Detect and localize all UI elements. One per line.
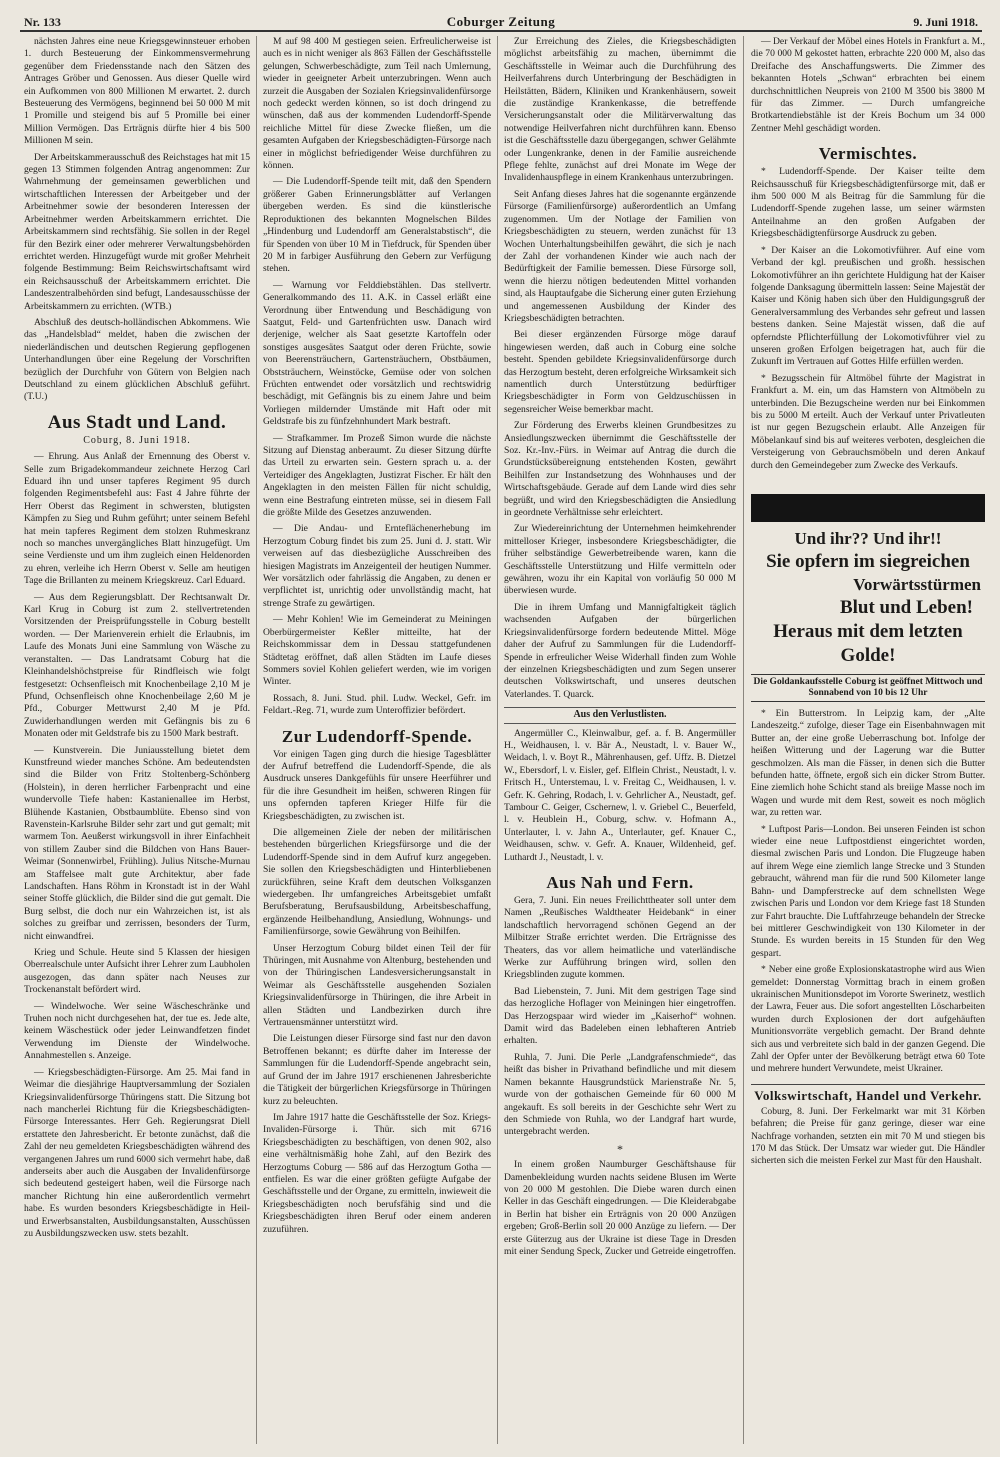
article-paragraph: * Neber eine große Explosionskatastrophe wird aus Wien gemeldet: Donnerstag Vormittag brach in einem großen ukrainischen Munitionsdepot im Vororte Swerinetz, westlich der Lawra, Feuer aus. Die sofort angestellten Löscharbeiten wurden durch Explosionen der dort aufgehäuften Munitionsvorräte vergeblich gemacht. Der Brand dehnte sich aus und verbreitete sich bald in der ganzen Gegend. Die Zahl der Opfer unter der Bevölkerung beträgt etwa 60 Tote und mehrere hundert Verwundete, meist Ukrainer. (751, 964, 985, 1075)
article-paragraph: Zur Wiedereinrichtung der Unternehmen heimkehrender mittelloser Krieger, insbesondere Kriegsbeschädigter, die früher selbständige Gewerbetreibende waren, kann die Geschäftsstelle Unterstützung und Hilfe vermitteln oder gewähren, wozu ihr ein Kapital von vorläufig 50 000 M überwiesen wurde. (504, 523, 736, 597)
gold-appeal-line-2: Sie opfern im siegreichen (766, 551, 970, 572)
article-paragraph: Der Arbeitskammerausschuß des Reichstages hat mit 15 gegen 13 Stimmen folgenden Antrag angenommen: Zur Wahrnehmung der gemeinsamen gewerblichen und wirtschaftlichen Interessen der Arbeitgeber und der Arbeitnehmer sowie der besonderen Interessen der Arbeitnehmer werden Arbeitskammern errichtet. Die Arbeitskammern sind rechtsfähig. Sie sollen in der Regel für den Bezirk einer oder mehrerer Verwaltungsbehörden errichtet werden. Hinzugefügt wurde mit großer Mehrheit folgende Bestimmung: Beim Reichswirtschaftsamt wird ein Reichsausschuß der Arbeitskammern errichtet. Die Landeszentralbehörden sind befugt, Landesausschüsse der Arbeitskammern zu errichten. (WTB.) (24, 151, 250, 312)
issue-number: Nr. 133 (24, 15, 61, 29)
column-1 (24, 36, 250, 1444)
article-paragraph: Bei dieser ergänzenden Fürsorge möge darauf hingewiesen werden, daß auch in Coburg eine solche besteht. Spenden gebildete Kriegsinvalidenfürsorge durch das Herzogtum besteht, deren erfolgreiche Wirksamkeit sich namentlich durch Unterstützung bedürftiger Kriegsbeschädigter in Form von Geldzuschüssen in segensreicher Weise bemerkbar macht. (504, 329, 736, 415)
column-rule (497, 36, 498, 1444)
article-paragraph: — Warnung vor Felddiebstählen. Das stellvertr. Generalkommando des 11. A.K. in Cassel erläßt eine Verordnung über Entwendung und Beschädigung von Saatgut, Feld- und Gartenfrüchten usw. Danach wird derjenige, welcher als Saat gesetzte Kartoffeln oder sonstiges ausgesätes Saatgut oder deren Früchte, sowie von Beerensträuchern, Gartensträuchern, Obstbäumen, Obststräuchern, Weinstöcke, Gemüse oder von solchen Früchten entwendet oder vorsätzlich und rechtswidrig beschädigt, mit Gefängnis bis zu einem Jahre und beim Vorliegen mildernder Umstände mit Haft oder mit Geldstrafe bis zu fünfzehnhundert Mark bestraft. (263, 279, 491, 428)
article-paragraph: Bad Liebenstein, 7. Juni. Mit dem gestrigen Tage sind das herzogliche Hoflager von Meiningen hier eingetroffen. Das Herzogspaar wird wieder im „Kaiserhof“ wohnen. Damit wird das Badeleben einen lebhafteren Antrieb erhalten. (504, 985, 736, 1047)
article-paragraph: — Die Andau- und Ernteflächenerhebung im Herzogtum Coburg findet bis zum 25. Juni d. J. statt. Wir verweisen auf das diesbezügliche Ausschreiben des hiesigen Magistrats im Anzeigenteil der heutigen Nummer. Wer vorsätzlich oder fahrlässig die Angaben, zu denen er verpflichtet ist, unrichtig oder unvollständig macht, hat strenge Strafe zu gewärtigen. (263, 523, 491, 609)
gold-appeal-line-3: Vorwärtsstürmen (853, 575, 981, 594)
article-paragraph: nächsten Jahres eine neue Kriegsgewinnsteuer erhoben 1. durch Besteuerung der Einkommensvermehrung gegenüber dem Friedensstande nach den Sätzen des Antrages Gröber und Genossen. Aus dieser Quelle wird ein Aufkommen von 800 Millionen M erwartet. 2. durch Besteuerung des Vermögens, beginnend bei 50 000 M mit 1 Promille und steigend bis auf 5 Promille bei einer Million Vermögen. Das Erträgnis dürfte hier 4 bis 500 Millionen M sein. (24, 36, 250, 147)
article-paragraph: Unser Herzogtum Coburg bildet einen Teil der für Thüringen, mit Ausnahme von Altenburg, bestehenden und von der Thüringischen Landesversicherungsanstalt in Weimar als Geschäftsstelle ausgehenden Sozialen Kriegsinvalidenfürsorge in Thüringen, die ihre Arbeit in allen Städten und Landbezirken durch ihre Vertrauensmänner unterstützt wird. (263, 942, 491, 1029)
issue-date: 9. Juni 1918. (913, 15, 978, 29)
casualty-list-heading: Aus den Verlustlisten. (504, 707, 736, 723)
article-paragraph: Krieg und Schule. Heute sind 5 Klassen der hiesigen Oberrealschule unter Aufsicht ihrer Lehrer zum Laubholen ausgezogen, das dann später nach Neuses zur Trockenanstalt befördert wird. (24, 947, 250, 996)
section-heading-ludendorff: Zur Ludendorff-Spende. (281, 726, 473, 746)
article-paragraph: Gera, 7. Juni. Ein neues Freilichttheater soll unter dem Namen „Reußisches Waldtheater Heidebank“ in einer landschaftlich hervorragend schönen Gegend an der Milbitzer Straße errichtet werden. Die Erträgnisse des Theaters, das vor allem heimatliche und vaterländische Werke zur Aufführung bringen wird, sollen den Kriegsblinden zugute kommen. (504, 895, 736, 981)
article-paragraph: — Ehrung. Aus Anlaß der Ernennung des Oberst v. Selle zum Brigadekommandeur zeichnete Herzog Carl Eduard ihn und unser tapferes Regiment 95 durch folgenden Regimentsbefehl aus: Fast 4 Jahre führte der Herr Oberst das Regiment in schwersten, blutigsten Kämpfen zu Sieg und Ruhm geführt; unter seinem Befehl hat mein tapferes Regiment dem stolzen Ruhmeskranz noch so manches unvergängliches Blatt hinzugefügt. Um seine Verdienste und um ihm zugleich einen Heldenorden zu ehren, verleihe ich Herrn Oberst v. Selle am heutigen Tage die Brillanten zu meinem Kriegskreuz. Carl Eduard. (24, 451, 250, 587)
gold-appeal-line-1: Und ihr?? Und ihr!! (794, 529, 942, 548)
column-rule (743, 36, 744, 1444)
article-paragraph: Die allgemeinen Ziele der neben der militärischen bestehenden bürgerlichen Kriegsfürsorge und die der Ludendorff-Spende sind in dem Aufruf kurz angegeben. Sie sollen den Kriegsbeschädigten und Hinterbliebenen zurückführen, seine Kraft dem deutschen Volksganzen wiedergeben. Ihr umfangreiches Arbeitsgebiet umfaßt Berufsberatung, Berufsausbildung, Arbeitsbeschaffung, ergänzende Heilbehandlung, Ansiedlung, Wohnungs- und Familienfürsorge, sowie Gewährung von Beihilfen. (263, 826, 491, 938)
article-paragraph: Zur Förderung des Erwerbs kleinen Grundbesitzes zu Ansiedlungszwecken übernimmt die Geschäftsstelle der Soz. Kr.-Inv.-Fürs. in Weimar auf Antrag die durch die Grundstücksübereignung entstehenden Kosten, gewährt Beihilfen zur Instandsetzung des Wohnhauses und der Wirtschaftsgebäude. Gerade auf dem Lande wird dies sehr begrüßt, und wird den Kriegsbeschädigten die Ansiedlung in geordnete Verhältnisse sehr erleichtert. (504, 420, 736, 519)
page-header (20, 14, 982, 32)
column-4 (751, 36, 985, 1444)
article-paragraph: Die Leistungen dieser Fürsorge sind fast nur den davon Betroffenen bekannt; es dürfte daher im Interesse der Sammlungen für die Ludendorff-Spende angebracht sein, auf Grund der im Jahre 1917 erschienenen Jahresberichte die Tätigkeit der bürgerlichen Kriegsfürsorge in Thüringen kurz zu beleuchten. (263, 1033, 491, 1107)
article-paragraph: Ruhla, 7. Juni. Die Perle „Landgrafenschmiede“, das heißt das bisher in Privathand befindliche und mit diesem Namen bekannte Hausgrundstück Marienstraße Nr. 5, wurde von der gothaischen Gemeinde für 60 000 M angekauft. Es soll bereits in der Geschichte sehr Wert zu den Schmiede von Ruhla, wo der Landgraf hart wurde, untergebracht werden. (504, 1051, 736, 1138)
column-2 (263, 36, 491, 1444)
article-paragraph: * Luftpost Paris—London. Bei unseren Feinden ist schon wieder eine neue Luftpostdienst eingerichtet worden, diesmal zwischen Paris und London. Die Flugzeuge haben auf ihrem Wege eine ziemlich lange Strecke und 3 Stunden gebraucht, während man für die rund 500 Kilometer lange Bahn- und Dampferstrecke auf dem schnellsten Wege zwischen Paris und London vor dem Kriege fast 18 Stunden zur Fahrt brauchte. Die Luftfahrzeuge behandeln der Strecke bei mittlerer Geschwindigkeit von 130 Kilometer in der Stunde. Es wurden bereits in 15 Stunden für den Weg gespart. (751, 823, 985, 959)
article-paragraph: Die in ihrem Umfang und Mannigfaltigkeit täglich wachsenden Aufgaben der bürgerlichen Kriegsinvalidenfürsorge fordern bedeutende Mittel. Möge daher der Aufruf zu Sammlungen für die Ludendorff-Spende in erfreulicher Weise Widerhall finden zum Wohle der einzelnen Kriegsbeschädigten und zum Segen unserer deutschen Volkswirtschaft, und unseres deutschen Vaterlandes. T. Quarck. (504, 601, 736, 700)
section-heading-economy: Volkswirtschaft, Handel und Verkehr. (751, 1084, 985, 1104)
section-heading-local-news: Aus Stadt und Land. (47, 411, 227, 433)
article-paragraph: Abschluß des deutsch-holländischen Abkommens. Wie das „Handelsblad“ meldet, haben die zwischen der niederländischen und deutschen Regierung gepflogenen Unterhandlungen über eine Regelung der Vorschriften bezüglich der Durchfuhr von Gütern von Belgien nach Deutschland zu einem glücklichen Abschluß geführt. (T.U.) (24, 316, 250, 403)
article-paragraph: Zur Erreichung des Zieles, die Kriegsbeschädigten möglichst arbeitsfähig zu machen, übernimmt die Geschäftsstelle in Weimar auch die Durchführung des Heilverfahrens durch Unterbringung der Beschädigten in Heilstätten, Bädern, Kliniken und Krankenhäusern, soweit die zuständige Krankenkasse, die betreffende Versicherungsanstalt oder die Militärverwaltung das notwendige Heilverfahren nicht durchführen kann. Ebenso ist die Geschäftsstelle dazu übergegangen, schwer Gelähmte oder Lungenkranke, denen in der Familie ausreichende Pflege fehlte, zunächst auf drei Monate im Wege der Invalidenhauspflege in einem Krankenhaus unterzubringen. (504, 36, 736, 184)
article-paragraph: * Ludendorff-Spende. Der Kaiser teilte dem Reichsausschuß für Kriegsbeschädigtenfürsorge mit, daß er ihm 500 000 M als Beitrag für die Sammlung für die Ludendorff-Spende zugehen lasse, um seiner wärmsten Anteilnahme an den großen Aufgaben der Kriegsbeschädigtenfürsorge Ausdruck zu geben. (751, 166, 985, 240)
article-paragraph: — Aus dem Regierungsblatt. Der Rechtsanwalt Dr. Karl Krug in Coburg ist zum 2. stellvertretenden Vorsitzenden der Preisprüfungsstelle in Coburg bestellt worden. — Der Marienverein erhielt die Erlaubnis, im Laufe des Monats Juni eine Sammlung von Wäsche zu veranstalten. — Das Landratsamt Coburg hat die Kleinhandelshöchstpreise für Rindfleisch wie folgt festgesetzt: Ochsenfleisch mit Knochenbeilage 2,10 M je Pfund, Ochsenfleisch ohne Knochenbeilage 2,60 M je Pfd., Coburger Mettwurst 2,40 M je Pfd. Zuwiderhandlungen werden mit Gefängnis bis zu 6 Monaten oder mit Geldstrafe bis zu 1500 Mark bestraft. (24, 591, 250, 740)
article-paragraph: — Mehr Kohlen! Wie im Gemeinderat zu Meiningen Oberbürgermeister Keßler mitteilte, hat der Reichskommissar dem in Dessau stattgefundenen Städtetag eröffnet, daß allen Städten im Laufe dieses Sommers soviel Kohlen geliefert werden, wie im vorigen Winter. (263, 614, 491, 688)
casualty-list: Angermüller C., Kleinwalbur, gef. a. f. B. Angermüller H., Weidhausen, l. v. Bär A., Neustadt, l. v. Bauer W., Weidach, l. v. Boyt R., Mährenhausen, gef. Uffz. B. Dietzel W., Ebersdorf, l. v. Eisler, gef. Elflein Christ., Neustadt, l. v. Fritsch H., Unterstemau, l. v. Freitag C., Weidhausen, l. v. Gefr. K. Gehring, Rodach, l. v. Gehrlicher A., Neustadt, gef. Tambour C. Geiger, Cschernew, l. v. Griebel C., Beuerfeld, l. v. Heublein H., Coburg, schw. v. Hofmann A., Unterlauter, l. v. Jahn A., Unterlauter, gef. Knauer C., Weidhausen, schw. v. Gefr. A. Knauer, Wildenheid, gef. Luthardt J., Neustadt, l. v. (504, 727, 736, 863)
article-paragraph: — Kunstverein. Die Juniausstellung bietet dem Kunstfreund wieder manches Schöne. Am bedeutendsten sind die Bilder von Fritz Stoltenberg-Schönberg (Holstein), in deren herrlicher Farbenpracht und eine wundervolle Tiefe haben: Kastanienallee im Herbst, Blühende Kastanien, Obstbaumblüte. Ebenso sind von Ravenstein-Karlsruhe Bilder sehr zart und gut gemalt; mit warmem Ton. Aeußerst wirkungsvoll in ihrer Einfachheit von stillem Zauber sind die Bildchen von Hans Bauer-Weimar (Sonnenwirbel, Frühling). Julius Nitsche-Murnau am Staffelsee malt gute Architektur, aber fade Landschaften. Hans Röhm in Kronstadt ist in der Wahl seiner Stoffe glücklich, die Bilder sind die gut gemalt. Die Burg selbst, die doch nur ein Wahrzeichen ist, ist als solches zu greifbar und zerrissen, besonders der Turm, nicht einwandfrei. (24, 744, 250, 942)
article-paragraph: Coburg, 8. Juni. Der Ferkelmarkt war mit 31 Körben befahren; die Preise für ganz geringe, dieser war eine Nachfrage vorhanden, setzten ein mit 70 M und stiegen bis 170 M das Stück. Der Umsatz war wieder gut. Die Händler sicherten sich die meisten Ferkel zur Mast für den Haushalt. (751, 1105, 985, 1167)
article-paragraph: Rossach, 8. Juni. Stud. phil. Ludw. Weckel, Gefr. im Feldart.-Reg. 71, wurde zum Unteroffizier befördert. (263, 692, 491, 717)
column-3 (504, 36, 736, 1444)
advertisement-black-bar (751, 494, 985, 522)
article-paragraph: Seit Anfang dieses Jahres hat die sogenannte ergänzende Fürsorge (Familienfürsorge) außerordentlich an Umfang zugenommen. Um der Notlage der Familien von Kriegsbeschädigten zu steuern, werden zunächst für 13 Wochen Unterhaltungsbeihilfen gewährt, die sich je nach der Zahl der vorhandenen Kinder wie auch nach der Bedürftigkeit der Familie bemessen. Diese Fürsorge soll, wenn die hierzu nötigen bedeutenden Mittel vorhanden sind, als Hauptaufgabe die Sicherung einer guten Erziehung und angemessenen Ausbildung der Kinder des Kriegsbeschädigten betrachten. (504, 188, 736, 324)
article-paragraph: Im Jahre 1917 hatte die Geschäftsstelle der Soz. Kriegs-Invaliden-Fürsorge i. Thür. sich mit 6716 Kriegsbeschädigten zu beschäftigen, von denen 902, also eine verhältnismäßig hohe Zahl, auf den Bezirk des Herzogtums Coburg — 586 auf das Herzogtum Gotha — entfielen. Es war die einer größten gefügte Aufgabe der Geschäftsstelle und der Organe, zu ermitteln, inwieweit die Kriegsbeschädigten noch berufsfähig sind und die Kriegsbeschädigten ihren Beruf oder einem anderen zuzuführen. (263, 1111, 491, 1235)
article-paragraph: — Die Ludendorff-Spende teilt mit, daß den Spendern größerer Gaben Erinnerungsblätter auf Verlangen übergeben werden. Es sind die künstlerische Reproduktionen des bekannten Mognelschen Bildes „Hindenburg und Ludendorff am Generalstabstisch“, die für Spenden von über 10 M in Tiefdruck, für Spenden über 20 M in farbiger Ausführung den Gebern zur Verfügung stehen. (263, 176, 491, 275)
section-heading-miscellaneous: Vermischtes. (818, 144, 918, 164)
article-paragraph: In einem großen Naumburger Geschäftshause für Damenbekleidung wurden nachts seidene Blusen im Werte von 20 000 M gestohlen. Die Diebe waren durch einen Keller in das Geschäft eingedrungen. — Die Kleiderabgabe in Berlin hat bisher ein Erträgnis von 20 000 Anzügen ergeben; Groß-Berlin soll 20 000 Anzüge zu liefern. — Der erste Güterzug aus der Ukraine ist diese Tage in Dresden mit einer Sendung Speck, Zucker und Getreide eingetroffen. (504, 1159, 736, 1257)
section-heading-near-far: Aus Nah und Fern. (546, 873, 694, 892)
article-paragraph: M auf 98 400 M gestiegen seien. Erfreulicherweise ist auch es in nicht weniger als 863 Fällen der Geschäftsstelle gelungen, Schwerbeschädigte, zum Teil nach Umlernung, wieder in geeigneter Arbeit unterzubringen. Wenn auch zurzeit die Ausgaben der Sozialen Kriegsinvalidenfürsorge noch gedeckt werden können, so ist doch dringend zu wünschen, daß aus der kommenden Ludendorff-Spende reichliche Mittel für diese Zwecke fließen, um die gesamten Aufgaben der Kriegsbeschädigten-Fürsorge nach einer in möglichst befriedigender Weise durchführen zu können. (263, 36, 491, 172)
article-paragraph: * Bezugsschein für Altmöbel führte der Magistrat in Frankfurt a. M. ein, um das Hamstern von Altmöbeln zu unterbinden. Die Bezugscheine werden nur bei Einkommen bis zu 5000 M erteilt. Auch der Verkauf unter Privatleuten ist nur gegen Bezugschein erlaubt. Alle Anzeigen für Möbelankauf sind bis auf weiteres verboten, desgleichen die Versteigerung von Gebrauchsmöbeln und deren Ankauf durch den Gemeindegeber zum Zwecke des Verkaufs. (751, 372, 985, 471)
article-paragraph: — Windelwoche. Wer seine Wäscheschränke und Truhen noch nicht durchgesehen hat, der tue es. Jede alte, keinem Wäschestück oder jeder Leinwandfetzen findet Verwendung im Dienste der Windelwoche. Annahmestellen s. Anzeige. (24, 1000, 250, 1062)
gold-appeal-line-5: Heraus mit dem letzten Golde! (773, 621, 963, 666)
gold-office-hours: Die Goldankaufsstelle Coburg ist geöffnet Mittwoch und Sonnabend von 10 bis 12 Uhr (751, 674, 985, 702)
column-rule (256, 36, 257, 1444)
article-paragraph: * Ein Butterstrom. In Leipzig kam, der „Alte Landeszeitg.“ zufolge, dieser Tage ein Eisenbahnwagen mit Butter an, der eine große Ueberraschung bot. Infolge der heißen Witterung und der Lagerung war die Butter geschmolzen. Als man die Fässer, in denen sich die Butter befunden hatte, öffnete, ergoß sich ein dicker Strom Butter. Eine ziemlich hohe Schicht stand als breiige Masse noch im Wagen und wurde mit dem Rest, soweit es noch möglich war, zu retten war. (751, 708, 985, 819)
gold-appeal-line-4: Blut und Leben! (839, 597, 973, 618)
article-paragraph: * Der Kaiser an die Lokomotivführer. Auf eine vom Verband der kgl. preußischen und großh. hessischen Lokomotivführer an ihn gerichtete Huldigung hat der Kaiser folgende Danksagung übermitteln lassen: Seine Majestät der Kaiser und König haben sich über den Huldigungsgruß der Generalversammlung des Verbandes sehr gefreut und lassen bestens danken. Seine Majestät wissen, daß die auf opferndste Pflichterfüllung der Lokomotivführer viel zu unseren großen Erfolgen beigetragen hat, auch für die Zukunft im Vertrauen auf Gottes Hilfe erfüllen werden. (751, 244, 985, 368)
separator-asterisk: * (617, 1141, 623, 1156)
article-paragraph: — Kriegsbeschädigten-Fürsorge. Am 25. Mai fand in Weimar die diesjährige Hauptversammlung der Sozialen Kriegsinvalidenfürsorge Thüringens statt. Die Sitzung bot nach mancherlei Richtung für die Kriegsbeschädigten-Fürsorge Interessantes. Herr Geh. Regierungsrat Diell erstattete den Jahresbericht. Er betonte zunächst, daß die Zahl der neu gemeldeten Kriegsbeschädigten während des vergangenen Jahres um rund 6000 sich vermehrt habe, daß anderseits aber auch die Ausgaben der Invalidenfürsorge sich bedeutend gesteigert haben, weil die Fürsorge nach mancher Richtung hin eine außerordentlich vermehrt habe. Es wurden besonders Kriegsbeschädigte in Heil- und Erwerbsanstalten, Ausbildungsanstalten, Ausschüssen zu Ausbildungszwecken usw. stets bezahlt. (24, 1066, 250, 1239)
article-paragraph: — Strafkammer. Im Prozeß Simon wurde die nächste Sitzung auf Dienstag anberaumt. Zu dieser Sitzung dürfte das Urteil zu erwarten sein. Gestern sprach u. a. der Verteidiger des Angeklagten, Justizrat Fischer. Er hält den Angeklagten in den meisten Fällen für nicht schuldig, wenn eine Bestrafung eintreten müsse, sei in diesem Fall die größte Milde des Gesetzes anzuwenden. (263, 432, 491, 519)
article-paragraph: Vor einigen Tagen ging durch die hiesige Tagesblätter der Aufruf betreffend die Ludendorff-Spende, die als Ausdruck unseres Dankgefühls für unsere Heerführer und für die ihre Gesundheit im heißen, schweren Ringen für uns opfernden tapferen Krieger Hilfe für die Kriegsbeschädigten, zu zwischen ist. (263, 748, 491, 822)
article-paragraph: — Der Verkauf der Möbel eines Hotels in Frankfurt a. M., die 70 000 M gekostet hatten, erbrachte 220 000 M, also das Dreifache des Anschaffungswerts. Die Zimmer des bekannten Hotels „Schwan“ erbrachten bei einem durchschnittlichen Neupreis von 2100 M 3500 bis 3800 M für das Zimmer. — Durch umfangreiche Brotkartendiebstähle ist der Kreis Bochum um 34 000 Zentner Mehl geschädigt worden. (751, 36, 985, 134)
newspaper-title: Coburger Zeitung (446, 14, 556, 29)
dateline: Coburg, 8. Juni 1918. (83, 434, 191, 446)
